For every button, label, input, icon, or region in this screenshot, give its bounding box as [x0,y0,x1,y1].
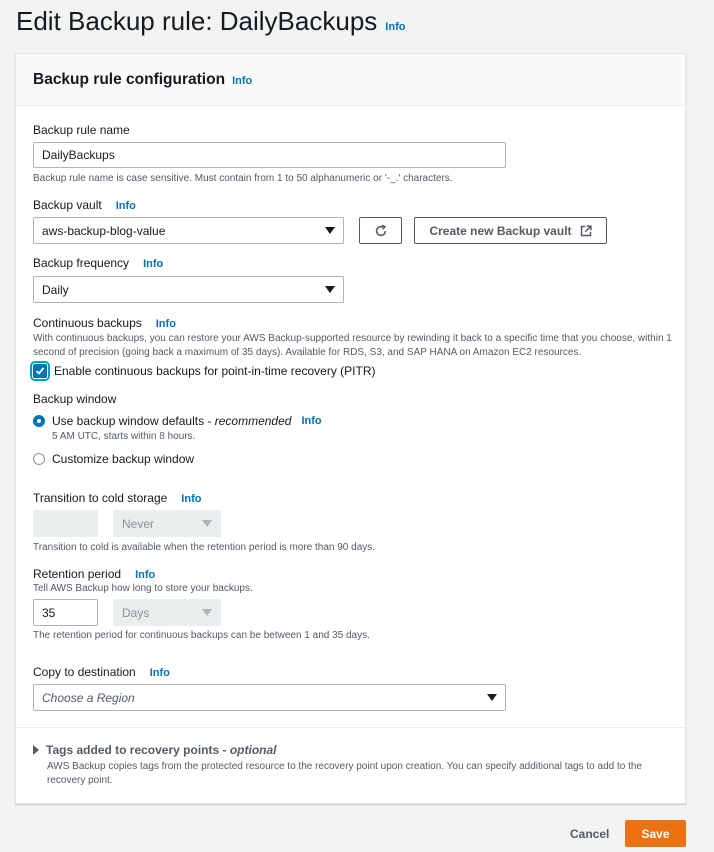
rule-name-hint: Backup rule name is case sensitive. Must contain from 1 to 50 alphanumeric or '-_.' characters. [33,173,453,184]
retention-description: Tell AWS Backup how long to store your backups. [33,583,253,594]
vault-select-value: aws-backup-blog-value [42,223,166,238]
retention-info-link[interactable]: Info [135,569,156,581]
window-default-label[interactable]: Use backup window defaults - recommended [52,414,292,428]
cold-unit-select[interactable] [113,510,221,537]
page-info-link[interactable]: Info [385,21,406,33]
continuous-label: Continuous backups [33,316,142,330]
continuous-label-row [33,316,176,330]
chevron-down-icon [487,694,497,701]
frequency-select[interactable] [33,276,344,303]
pitr-checkbox[interactable] [33,364,47,378]
refresh-icon [374,224,388,238]
window-label: Backup window [33,392,117,406]
rule-name-input[interactable]: DailyBackups [33,142,506,168]
cold-label-row [33,491,201,505]
pitr-checkbox-row [33,364,375,378]
window-default-desc: 5 AM UTC, starts within 8 hours. [52,431,196,442]
frequency-label: Backup frequency [33,256,130,270]
refresh-vaults-button[interactable] [359,217,402,244]
vault-label-row [33,198,136,212]
checkmark-icon [35,366,45,376]
frequency-info-link[interactable]: Info [143,258,164,270]
copy-info-link[interactable]: Info [149,667,170,679]
copy-label-row [33,665,170,679]
window-default-radio[interactable] [33,415,45,427]
cold-label: Transition to cold storage [33,491,168,505]
chevron-down-icon [202,609,212,616]
continuous-description: With continuous backups, you can restore your AWS Backup-supported resource by rewinding it back to a specific time that you choose, within 1 second of precision (going back a maximum of 35 days). Available for RDS, S3, and SAP HANA on Amazon EC2 resources. [33,333,672,358]
retention-unit-value: Days [122,605,150,620]
save-button[interactable]: Save [625,820,686,847]
chevron-down-icon [202,520,212,527]
window-custom-radio[interactable] [33,453,45,465]
panel-info-link[interactable]: Info [232,75,253,87]
vault-select[interactable] [33,217,344,244]
tags-expander[interactable] [33,743,277,757]
vault-label: Backup vault [33,198,102,212]
retention-label-row [33,567,155,581]
page-title [16,6,405,37]
copy-label: Copy to destination [33,665,136,679]
retention-value-input[interactable]: 35 [33,599,98,626]
pitr-checkbox-label[interactable]: Enable continuous backups for point-in-time recovery (PITR) [54,364,376,378]
retention-unit-select[interactable] [113,599,221,626]
backup-rule-panel [15,53,686,804]
cold-value-input[interactable] [33,510,98,537]
retention-hint: The retention period for continuous backups can be between 1 and 35 days. [33,630,370,641]
tags-description: AWS Backup copies tags from the protected resource to the recovery point upon creation. You can specify additional tags to add to the recovery point. [47,761,642,786]
copy-region-select[interactable] [33,684,506,711]
copy-region-placeholder: Choose a Region [42,690,135,705]
page-title-text: Edit Backup rule: DailyBackups [16,6,378,36]
cold-hint: Transition to cold is available when the retention period is more than 90 days. [33,542,376,553]
frequency-select-value: Daily [42,282,69,297]
continuous-info-link[interactable]: Info [155,318,176,330]
panel-title: Backup rule configuration [33,71,226,88]
window-info-link[interactable]: Info [301,415,322,427]
caret-right-icon [33,745,39,755]
cancel-button[interactable]: Cancel [570,827,610,841]
chevron-down-icon [325,286,335,293]
create-vault-button[interactable] [414,217,607,244]
window-custom-label[interactable]: Customize backup window [52,452,195,466]
external-link-icon [580,225,592,237]
vault-info-link[interactable]: Info [115,200,136,212]
cold-unit-value: Never [122,516,155,531]
chevron-down-icon [325,227,335,234]
create-vault-label: Create new Backup vault [429,223,572,238]
tags-label: Tags added to recovery points - optional [46,743,277,757]
panel-header [16,54,685,106]
retention-label: Retention period [33,567,122,581]
window-custom-option [33,452,194,466]
cold-info-link[interactable]: Info [181,493,202,505]
window-default-option [33,414,322,428]
section-divider [16,727,685,728]
rule-name-label: Backup rule name [33,123,130,137]
frequency-label-row [33,256,163,270]
